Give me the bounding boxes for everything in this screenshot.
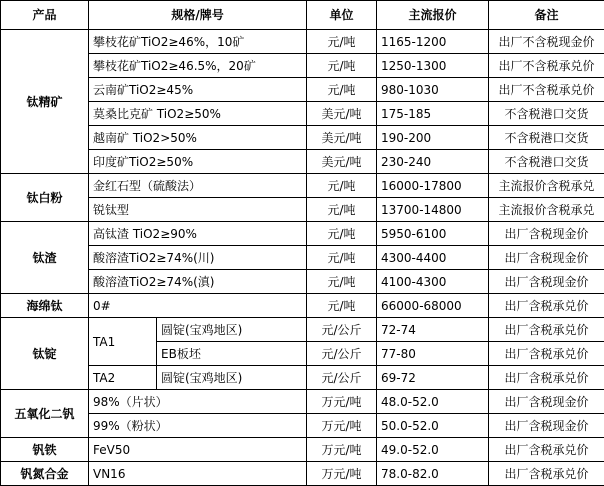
product-category-cell: 海绵钛	[1, 294, 89, 318]
price-cell: 49.0-52.0	[377, 438, 489, 462]
price-cell: 48.0-52.0	[377, 390, 489, 414]
spec-cell: 圆锭(宝鸡地区)	[157, 366, 307, 390]
header-note: 备注	[489, 1, 604, 30]
price-cell: 230-240	[377, 150, 489, 174]
unit-cell: 万元/吨	[307, 438, 377, 462]
header-spec: 规格/牌号	[89, 1, 307, 30]
note-cell: 出厂含税承兑价	[489, 294, 604, 318]
spec-cell: 锐钛型	[89, 198, 307, 222]
table-row	[1, 294, 604, 318]
spec-cell: 99%（粉状）	[89, 414, 307, 438]
note-cell: 出厂含税现金价	[489, 390, 604, 414]
table-row	[1, 174, 604, 198]
table-row	[1, 270, 604, 294]
price-cell: 5950-6100	[377, 222, 489, 246]
table-row	[1, 126, 604, 150]
unit-cell: 元/公斤	[307, 318, 377, 342]
note-cell: 出厂含税现金价	[489, 246, 604, 270]
price-cell: 50.0-52.0	[377, 414, 489, 438]
table-row	[1, 438, 604, 462]
header-row	[1, 1, 604, 30]
note-cell: 出厂含税现金价	[489, 270, 604, 294]
price-cell: 69-72	[377, 366, 489, 390]
table-row	[1, 462, 604, 486]
product-category-cell: 五氧化二钒	[1, 390, 89, 438]
price-cell: 4100-4300	[377, 270, 489, 294]
table-row	[1, 30, 604, 54]
note-cell: 出厂含税现金价	[489, 414, 604, 438]
note-cell: 主流报价含税承兑	[489, 174, 604, 198]
price-cell: 1165-1200	[377, 30, 489, 54]
unit-cell: 万元/吨	[307, 390, 377, 414]
spec-cell: 酸溶渣TiO2≥74%(滇)	[89, 270, 307, 294]
product-category-cell: 钛白粉	[1, 174, 89, 222]
product-category-cell: 钛锭	[1, 318, 89, 390]
price-cell: 190-200	[377, 126, 489, 150]
spec-cell: EB板坯	[157, 342, 307, 366]
table-row	[1, 198, 604, 222]
unit-cell: 元/公斤	[307, 342, 377, 366]
unit-cell: 元/吨	[307, 198, 377, 222]
price-cell: 1250-1300	[377, 54, 489, 78]
price-cell: 78.0-82.0	[377, 462, 489, 486]
unit-cell: 美元/吨	[307, 150, 377, 174]
price-cell: 980-1030	[377, 78, 489, 102]
table-body	[1, 30, 604, 486]
note-cell: 出厂不含税现金价	[489, 30, 604, 54]
unit-cell: 元/吨	[307, 294, 377, 318]
note-cell: 出厂含税现金价	[489, 222, 604, 246]
spec-cell: 圆锭(宝鸡地区)	[157, 318, 307, 342]
product-category-cell: 钛渣	[1, 222, 89, 294]
table-row	[1, 222, 604, 246]
product-category-cell: 钒铁	[1, 438, 89, 462]
table-row	[1, 246, 604, 270]
product-category-cell: 钛精矿	[1, 30, 89, 174]
unit-cell: 元/吨	[307, 54, 377, 78]
note-cell: 不含税港口交货	[489, 126, 604, 150]
grade-cell: TA1	[89, 318, 157, 366]
price-cell: 77-80	[377, 342, 489, 366]
spec-cell: 越南矿 TiO2>50%	[89, 126, 307, 150]
note-cell: 出厂含税承兑价	[489, 342, 604, 366]
unit-cell: 元/吨	[307, 270, 377, 294]
note-cell: 出厂不含税承兑价	[489, 78, 604, 102]
header-product: 产品	[1, 1, 89, 30]
table-row	[1, 78, 604, 102]
unit-cell: 元/公斤	[307, 366, 377, 390]
table-row	[1, 150, 604, 174]
unit-cell: 美元/吨	[307, 126, 377, 150]
product-category-cell: 钒氮合金	[1, 462, 89, 486]
table-row	[1, 318, 604, 342]
spec-cell: 莫桑比克矿 TiO2≥50%	[89, 102, 307, 126]
spec-cell: 金红石型（硫酸法）	[89, 174, 307, 198]
unit-cell: 元/吨	[307, 78, 377, 102]
unit-cell: 万元/吨	[307, 414, 377, 438]
note-cell: 出厂含税承兑价	[489, 366, 604, 390]
note-cell: 出厂含税承兑价	[489, 438, 604, 462]
note-cell: 出厂不含税承兑价	[489, 54, 604, 78]
note-cell: 不含税港口交货	[489, 102, 604, 126]
table-row	[1, 390, 604, 414]
note-cell: 不含税港口交货	[489, 150, 604, 174]
unit-cell: 元/吨	[307, 222, 377, 246]
price-cell: 4300-4400	[377, 246, 489, 270]
grade-cell: TA2	[89, 366, 157, 390]
price-cell: 175-185	[377, 102, 489, 126]
spec-cell: 云南矿TiO2≥45%	[89, 78, 307, 102]
price-cell: 13700-14800	[377, 198, 489, 222]
header-price: 主流报价	[377, 1, 489, 30]
note-cell: 出厂含税承兑价	[489, 462, 604, 486]
table-header	[1, 1, 604, 30]
table-row	[1, 54, 604, 78]
note-cell: 主流报价含税承兑	[489, 198, 604, 222]
price-cell: 66000-68000	[377, 294, 489, 318]
unit-cell: 美元/吨	[307, 102, 377, 126]
price-cell: 72-74	[377, 318, 489, 342]
spec-cell: VN16	[89, 462, 307, 486]
header-unit: 单位	[307, 1, 377, 30]
spec-cell: 攀枝花矿TiO2≥46.5%，20矿	[89, 54, 307, 78]
spec-cell: 印度矿TiO2≥50%	[89, 150, 307, 174]
table-row	[1, 102, 604, 126]
note-cell: 出厂含税承兑价	[489, 318, 604, 342]
spec-cell: 0#	[89, 294, 307, 318]
unit-cell: 元/吨	[307, 174, 377, 198]
spec-cell: 酸溶渣TiO2≥74%(川)	[89, 246, 307, 270]
unit-cell: 元/吨	[307, 30, 377, 54]
spec-cell: 高钛渣 TiO2≥90%	[89, 222, 307, 246]
table-row	[1, 414, 604, 438]
spec-cell: 攀枝花矿TiO2≥46%，10矿	[89, 30, 307, 54]
spec-cell: 98%（片状）	[89, 390, 307, 414]
unit-cell: 万元/吨	[307, 462, 377, 486]
unit-cell: 元/吨	[307, 246, 377, 270]
price-cell: 16000-17800	[377, 174, 489, 198]
spec-cell: FeV50	[89, 438, 307, 462]
table-row	[1, 366, 604, 390]
